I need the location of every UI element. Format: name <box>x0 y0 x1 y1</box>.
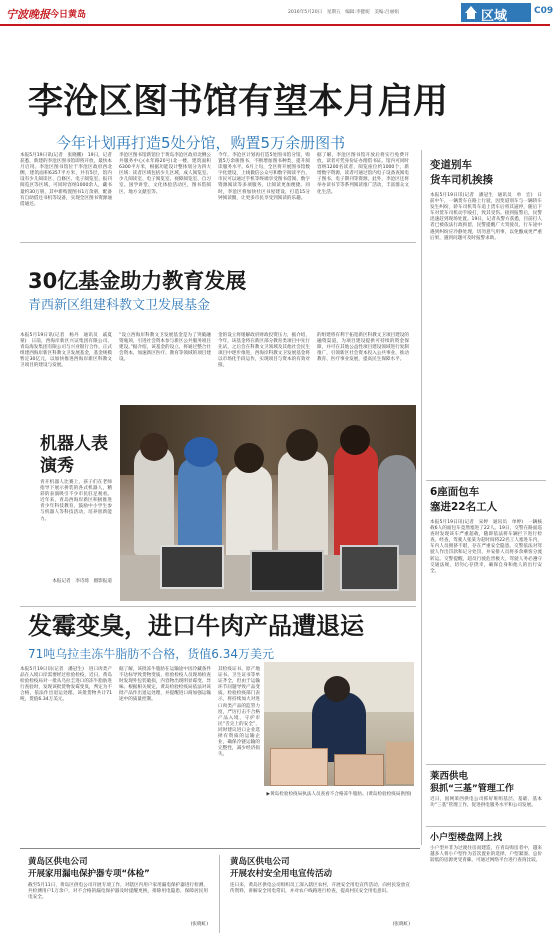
lead-body-col2: 李沧区图书馆新馆位于黄岛李沧区政府北侧公共服务中心(永年路20号)北一楼，建筑面积6300平方米，根据功能设计整体划分为四大区域：读者区域包括少儿区域、成人阅览室、少儿阅读室、电子阅览室、视障阅览室、自习室、国学讲堂、文化体验活动区，图书借阅区、地方文献室等。 <box>119 153 211 195</box>
meat-box-2 <box>334 754 384 786</box>
story3-subhead: 71吨乌拉圭冻牛脂肪不合格，货值6.34万美元 <box>28 647 274 661</box>
story2-subhead: 青西新区组建科教文卫发展基金 <box>28 298 211 313</box>
bottom2-body: 连日来，黄岛区供电公司组织员工深入辖区农村，开展安全用电宣传活动，向村民发放宣传资料，讲解安全用电常识，并对农户线路进行检查，提高村民安全用电意识。 <box>230 883 410 895</box>
story2-body-col4: 的组建将有利于拓宽新区科教文卫项目建设的融资渠道，为项目建设提供可持续的资金保障，并可在其他公益性项目建设领域进行复制推广，引领新区社会资本投入公共事业，推动教育、医疗事业发展，提高民生保障水平。 <box>317 333 409 363</box>
date-line: 2016年5月20日 星期五 编辑:李健妮 美编:吕丽娟 <box>288 10 399 15</box>
side1-headline-line2: 货车司机挨揍 <box>430 174 493 186</box>
story2-body-col1: 本报5月19日讯(记者 杨丹 通讯员 戚夏蒙) 日前，西海岸新区兴证集团有限公司、青岛海发集团有限公司与兴业银行合作，正式组建西海岸新区科教文卫发展基金，基金规模暂定30亿元，以加快推进西海岸新区科教文卫项目的建设与发展。 <box>20 333 112 369</box>
lead-body-col3: 今年，李沧区计划再打造5处图书馆分馆，购置5万余册图书，不断增加图书种类，提升阅读服务水平。6月上旬，全区将开展图书馆数字化建设，上线微信公众号和数字阅读平台，市民可以通过手机等终端享受图书借阅、数字资源阅读等多项服务，让阅读更加便捷。同时，李沧区将加快社区书屋建设，打造15分钟阅读圈，让更多市民享受到阅读的乐趣。 <box>218 153 310 201</box>
meat-box-3 <box>386 742 414 784</box>
right-column-rule <box>421 150 422 845</box>
section-title: 区域 <box>481 9 508 24</box>
side2-bottom-rule <box>426 764 546 765</box>
bottom1-body: 截至5月11日，黄岛区供电公司开展专项工作，对辖区内用户家用漏电保护器进行检测，共检测用户1万余户，对不合格的漏电保护器及时提醒更换，排除用电隐患，保障居民用电安全。 <box>28 883 208 901</box>
child-4 <box>278 450 328 565</box>
side4-headline: 小户型楼盘网上找 <box>430 833 503 843</box>
section-tab <box>461 3 531 22</box>
lead-body-col1: 本报5月19日讯(记者 张晓鹏) 19日，记者获悉，新建的李沧区图书馆即将开放，最快本月启用。李沧区图书馆位于李沧区政府西北侧，建筑面积6357平方米，共有5层，馆内设有少儿阅读区、自修区、电子阅览室、报刊阅览区等区域，可同时容纳1000余人，藏书量约30万册，其中新购置图书1万余册，配备有自助借还书机等设备，实现全区图书资源通借通还。 <box>20 153 112 207</box>
side3-headline-line1: 莱西供电 <box>430 771 469 782</box>
edition-label: 今日黄岛 <box>50 10 87 20</box>
story2-headline: 30亿基金助力教育发展 <box>28 269 247 293</box>
bottom-band-divider <box>219 855 220 933</box>
lead-body-col4: 据了解，李沧区图书馆开放后将实行免费开放，读者可凭身份证办理借书证。馆内可同时容纳1200名读者，阅览座位约1000个，新增数字资源，读者可通过馆内电子设备查阅电子图书、电子期刊等资源，此外，李沧区还将举办读书节等系列阅读推广活动，丰富群众文化生活。 <box>317 153 409 195</box>
masthead <box>0 0 553 24</box>
bottom-band-rule <box>20 848 420 849</box>
story2-bottom-rule <box>20 606 416 607</box>
page-number: C09 <box>534 6 553 16</box>
bottom-item-1 <box>20 853 216 933</box>
story3-body-col1: 本报5月19日讯(记者 潘冠生) 进口肉类产品在入境口岸需要经过检验检疫，近日，黄岛检验检疫局对一批从乌拉圭进口的冻牛脂肪进行查验时，发现该批货物发霉变臭，判定为不合格，依法作出退运处理。该批货物共计71吨，货值6.34万美元。 <box>20 667 112 703</box>
inspection-photo <box>264 662 414 786</box>
section-icon <box>465 6 477 13</box>
bottom1-title-line2: 开展家用漏电保护器专项“体检” <box>28 869 150 879</box>
story3-body-col3: 其检疫证书、原产地证书、卫生证书等单证齐全，但由于运输环节问题导致产品变质。检验检疫部门表示，将持续加大对进口肉类产品的监管力度，严厉打击不合格产品入境，守护市民“舌尖上的安全”，同时建议进口企业选择有资质的运输企业，确保冷链运输的完整性，减少经济损失。 <box>218 667 260 758</box>
child-4-head <box>286 429 318 461</box>
inspector-head <box>324 676 350 702</box>
child-1-head <box>140 433 168 461</box>
robot-model-3 <box>340 545 399 591</box>
bottom2-credit: (张晓虹) <box>392 922 410 927</box>
paper-name: 宁波晚报 <box>6 8 50 21</box>
story3-body-col2: 据了解，该批冻牛脂肪在运输途中因冷藏条件不达标导致货物变质，检验检疫人员现场检查时发现外包装破损，内容物出现明显霉变、异味。根据相关规定，黄岛检验检疫局依法对该批产品作出退运处理，并提醒进口商加强运输途中的质量控制。 <box>119 667 211 703</box>
side2-body: 本报5月19日讯(记者 宋婷 通讯员 单婷) 一辆核载6人的面包车竟然塞进了22人。19日，交警在路面巡查时发现该车严重超载，随即依法将车辆拦下进行检查。经查，驾驶人张某为赶时间将22名工人塞进车内，车内人员拥挤不堪，存在严重安全隐患。交警依法对驾驶人作出罚款和记分处罚，并安排人员将多余乘客分流转运。交警提醒，超员行驶危害极大，驾驶人务必遵守交通法规，切勿心存侥幸，确保自身和他人的出行安全。 <box>430 520 542 574</box>
child-5-head <box>340 425 370 455</box>
child-1 <box>134 445 174 555</box>
side2-headline-line1: 6座面包车 <box>430 486 480 498</box>
bottom1-credit: (张晓虹) <box>190 922 208 927</box>
lead-bottom-rule <box>20 242 416 243</box>
side3-body: 近日，国网莱西供电公司抓好班组基层、基础、基本功“三基”管理工作，促进供电服务水平和公司发展。 <box>430 797 542 809</box>
side2-headline-line2: 塞进22名工人 <box>430 501 498 513</box>
side1-body: 本报5月19日讯(记者 潘冠生 通讯员 单 宏) 日前中午，一辆货车在路上行驶，因变道别车与一辆轿车发生纠纷，轿车司机驾车追上货车后将其逼停，随后下车对货车司机动手殴打，致其受伤。接到报警后，民警迅速赶到现场处置。19日，记者从警方获悉，目前打人者已被依法行政拘留，民警提醒广大驾驶员，行车途中遇到纠纷应冷静处理，切勿意气用事，以免酿成更严重后果，遇到问题可及时报警求助。 <box>430 193 542 241</box>
lead-headline: 李沧区图书馆有望本月启用 <box>28 82 449 122</box>
photo1-credit: 本报记者 李诗琦 摄影报道 <box>52 579 112 584</box>
side1-headline-line1: 变道别车 <box>430 159 472 171</box>
side1-bottom-rule <box>426 480 546 481</box>
side3-bottom-rule <box>426 826 546 827</box>
lead-subhead: 今年计划再打造5处分馆，购置5万余册图书 <box>56 134 346 152</box>
robot-show-photo <box>120 405 416 601</box>
meat-box-1 <box>270 748 328 786</box>
child-3-head <box>234 443 264 473</box>
bottom-item-2 <box>222 853 418 933</box>
robot-model-1 <box>160 545 224 589</box>
child-2-cap <box>184 437 218 467</box>
photo1-caption-title-text: 机器人表演秀 <box>40 434 108 476</box>
photo1-caption-title <box>40 433 110 477</box>
story3-headline: 发霉变臭，进口牛肉产品遭退运 <box>28 612 364 640</box>
story2-body-col3: 金的设立将缓解政府财政投资压力，据介绍，今年，该基金将在新区部分教育类项目中先行先试，之后会在科教文卫领域及其他社会民生项目中逐步推进，西海岸科教文卫发展基金将以市场化手段运作，实现项目与资本的有效对接。 <box>218 333 310 369</box>
bottom2-title-line2: 开展农村安全用电宣传活动 <box>230 869 333 879</box>
inspection-photo-caption: ▶黄岛检验检疫局执法人员查看不合格冻牛脂肪。(黄岛检验检疫局供图) <box>266 792 412 797</box>
bottom2-title-line1: 黄岛区供电公司 <box>230 857 290 867</box>
side3-headline-line2: 狠抓“三基”管理工作 <box>430 784 514 794</box>
bottom1-title-line1: 黄岛区供电公司 <box>28 857 88 867</box>
photo1-caption-body: 青开机器人比赛上，孩子们在老师指导下展示拼装的各式机器人，精彩的表演吸引不少市民驻足观看。近年来，青岛西海岸新区积极推进青少年科技教育，鼓励中小学生参与机器人等科技活动，培养创新能力。 <box>40 480 112 522</box>
side4-body: 小户型并非为过渡住房而建造，在青岛购房者中，越来越多人将小户型作为首次置业的选择，户型紧凑、总价较低的房源更受青睐，可通过网络平台进行查询比较。 <box>430 846 542 864</box>
story2-body-col2: “设立西海岸科教文卫发展基金是为了突破融资瓶颈，引进社会资本参与新区公共服务项目建设。”据介绍，该基金的设立，将通过整合社会资本，加速新区医疗、教育等领域的项目建设。 <box>119 333 211 363</box>
section-icon-base <box>467 13 475 19</box>
masthead-rule <box>0 24 550 26</box>
robot-model-2 <box>250 550 324 592</box>
